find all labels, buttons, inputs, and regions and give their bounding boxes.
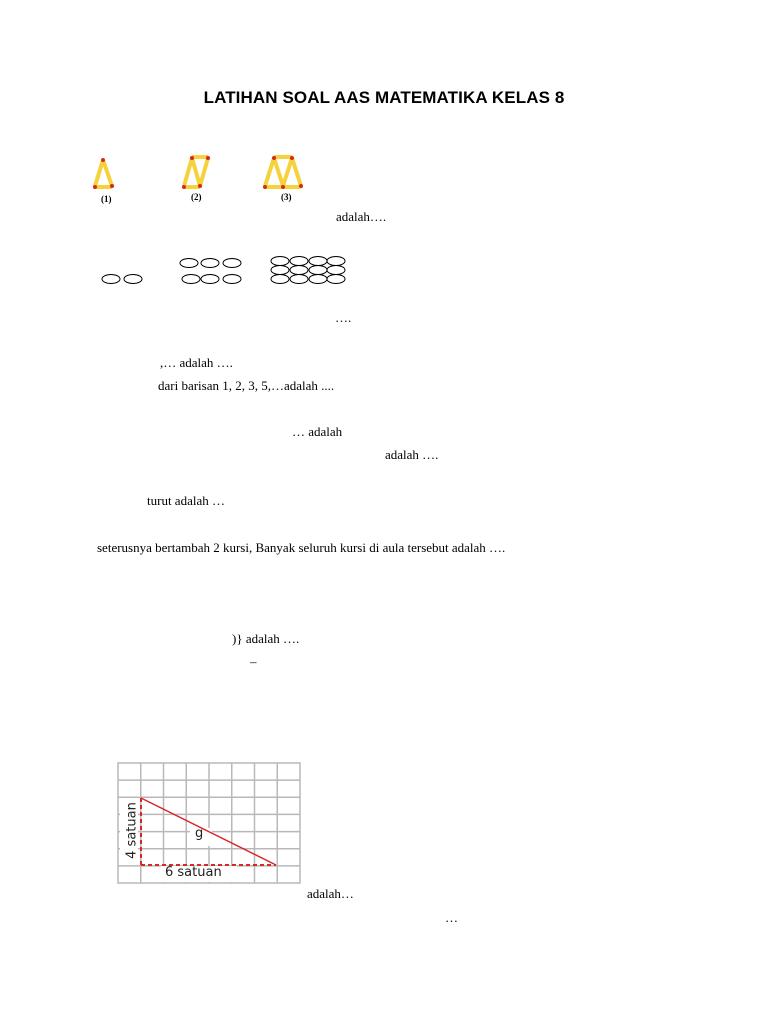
- question-5-tail: … adalah: [292, 424, 343, 439]
- figure-label-2: (2): [191, 192, 202, 202]
- question-7-tail: turut adalah …: [147, 493, 225, 508]
- figure-label-3: (3): [281, 192, 292, 202]
- figure-label-1: (1): [101, 194, 112, 204]
- ellipse-pattern-figure: [98, 255, 348, 287]
- matchstick-triangle-3: [263, 156, 303, 189]
- dash-mark: –: [250, 654, 257, 669]
- matchstick-pattern-figure: [90, 150, 330, 210]
- matchstick-triangle-1: [93, 158, 114, 189]
- question-10-tail: adalah…: [307, 886, 354, 901]
- label-4-satuan: 4 satuan: [124, 802, 140, 859]
- question-8-text: seterusnya bertambah 2 kursi, Banyak seluruh kursi di aula tersebut adalah ….: [97, 540, 506, 555]
- label-6-satuan: 6 satuan: [165, 865, 222, 880]
- question-3-tail: ,… adalah ….: [160, 355, 233, 370]
- question-11-tail: …: [445, 910, 458, 925]
- page-title: LATIHAN SOAL AAS MATEMATIKA KELAS 8: [203, 88, 565, 107]
- question-9-tail: )} adalah ….: [232, 631, 300, 646]
- grid-triangle-figure: [117, 762, 301, 884]
- label-g: g: [195, 826, 204, 841]
- question-2-tail: ….: [335, 310, 352, 325]
- matchstick-triangle-2: [182, 156, 210, 189]
- question-1-tail: adalah….: [336, 209, 387, 224]
- question-6-tail: adalah ….: [385, 447, 439, 462]
- question-4-text: dari barisan 1, 2, 3, 5,…adalah ....: [158, 378, 335, 393]
